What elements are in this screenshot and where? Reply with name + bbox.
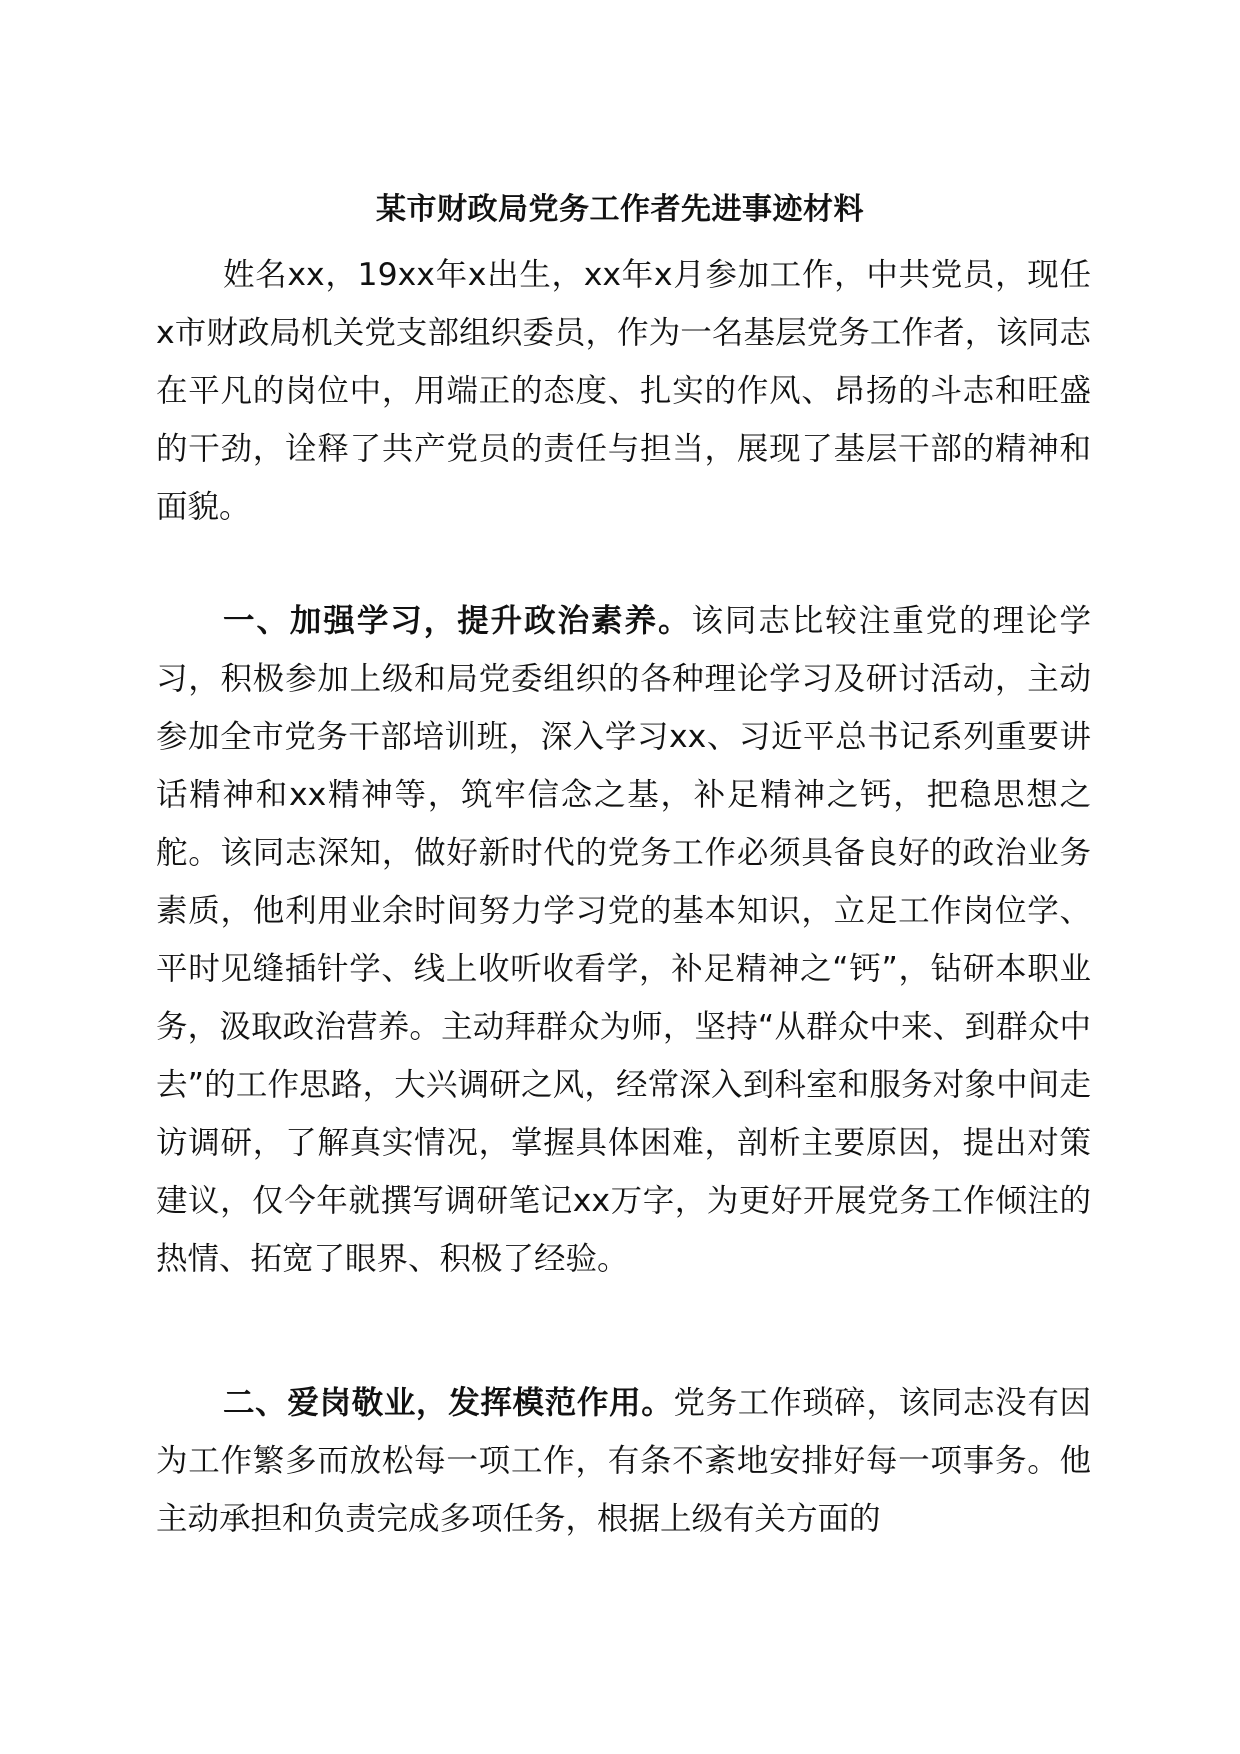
- document-title: 某市财政局党务工作者先进事迹材料: [376, 192, 864, 227]
- paragraph-text: 该同志比较注重党的理论学习，积极参加上级和局党委组织的各种理论学习及研讨活动，主动参加全市党务干部培训班，深入学习xx、习近平总书记系列重要讲话精神和xx精神等，筑牢信念之基，补足精神之钙，把稳思想之舵。该同志深知，做好新时代的党务工作必须具备良好的政治业务素质，他利用业余时间努力学习党的基本知识，立足工作岗位学、平时见缝插针学、线上收听收看学，补足精神之“钙”，钻研本职业务，汲取政治营养。主动拜群众为师，坚持“从群众中来、到群众中去”的工作思路，大兴调研之风，经常深入到科室和服务对象中间走访调研，了解真实情况，掌握具体困难，剖析主要原因，提出对策建议，仅今年就撰写调研笔记xx万字，为更好开展党务工作倾注的热情、拓宽了眼界、积极了经验。: [156, 603, 1091, 1277]
- paragraph-text: 姓名xx，19xx年x出生，xx年x月参加工作，中共党员，现任x市财政局机关党支部组织委员，作为一名基层党务工作者，该同志在平凡的岗位中，用端正的态度、扎实的作风、昂扬的斗志和旺盛的干劲，诠释了共产党员的责任与担当，展现了基层干部的精神和面貌。: [156, 257, 1091, 525]
- section-heading: 二、爱岗敬业，发挥模范作用。: [223, 1385, 674, 1421]
- paragraph-intro: [156, 246, 1091, 536]
- section-heading: 一、加强学习，提升政治素养。: [223, 603, 692, 639]
- paragraph-section-2: [156, 1374, 1091, 1548]
- paragraph-text: 党务工作琐碎，该同志没有因为工作繁多而放松每一项工作，有条不紊地安排好每一项事务。他主动承担和负责完成多项任务，根据上级有关方面的: [156, 1385, 1091, 1537]
- paragraph-section-1: [156, 592, 1091, 1288]
